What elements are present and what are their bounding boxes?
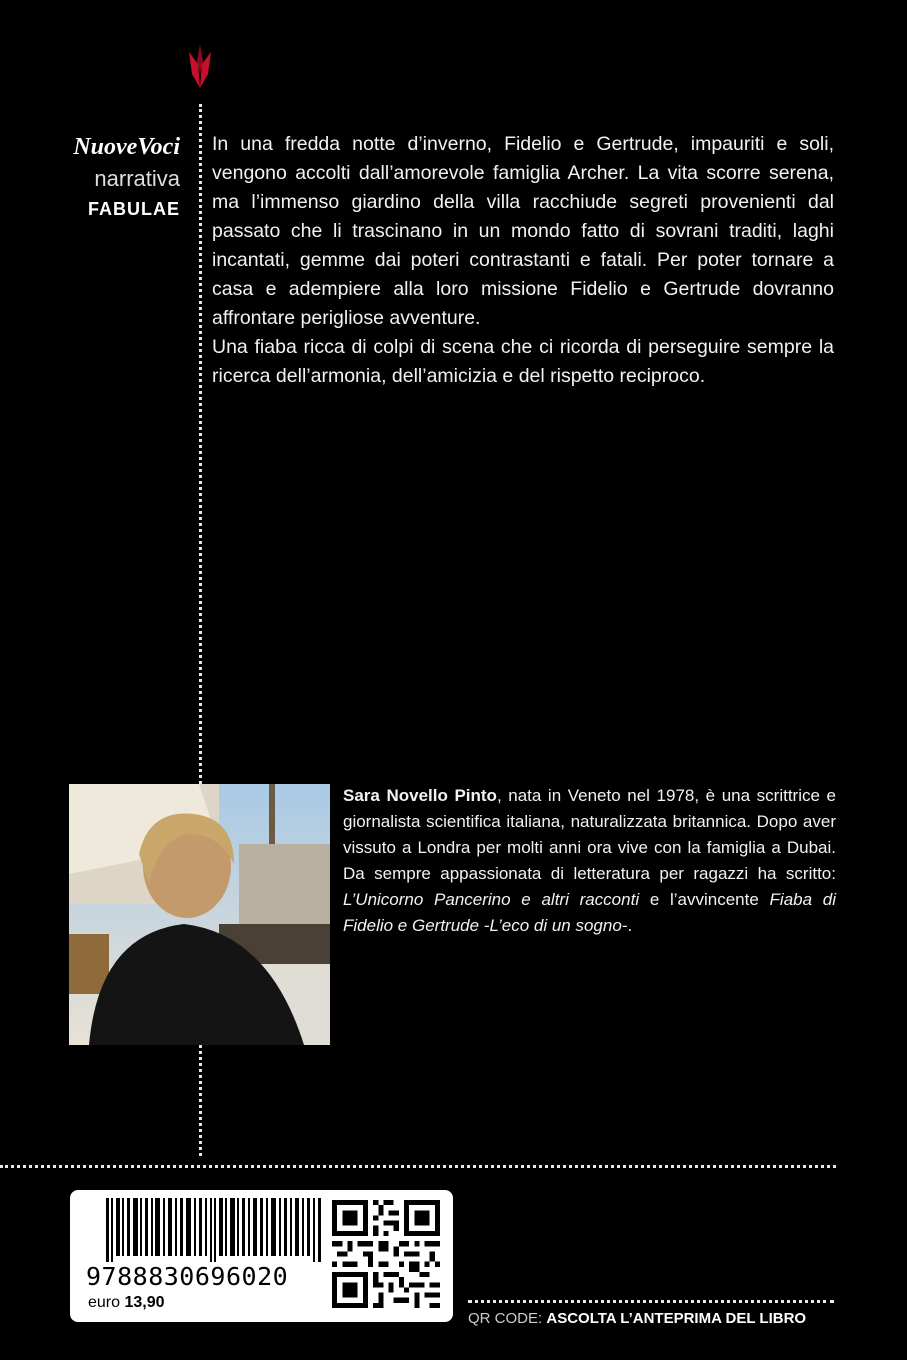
series-block <box>40 132 180 225</box>
series-category: narrativa <box>94 166 180 191</box>
qr-caption <box>468 1310 806 1327</box>
author-bio <box>343 783 836 939</box>
price <box>88 1294 165 1312</box>
series-collection: FABULAE <box>88 199 180 219</box>
qr-caption-text: ASCOLTA L’ANTEPRIMA DEL LIBRO <box>546 1310 807 1327</box>
bio-text: , nata in Veneto nel 1978, è una scrittrice e giornalista scientifica italiana, naturalizzata britannica. Dopo aver vissuto a Londra per molti anni ora vive con la famiglia a Dubai. Da sempre appassionata di letteratura per ragazzi ha scritto: <box>343 786 836 883</box>
bio-text: e l’avvincente <box>639 890 770 909</box>
book-title: Fiaba di Fidelio e Gertrude -L’eco di un sogno- <box>343 890 836 935</box>
bio-text: . <box>627 916 633 935</box>
qr-label: QR CODE: <box>468 1310 543 1327</box>
horizontal-dotted-divider <box>0 1165 836 1168</box>
qr-caption-divider <box>468 1300 834 1303</box>
author-photo <box>69 784 330 1045</box>
author-name: Sara Novello Pinto <box>343 786 497 805</box>
isbn-number: 9788830696020 <box>86 1262 289 1291</box>
barcode-icon <box>106 1198 326 1262</box>
barcode-label <box>70 1190 453 1322</box>
blurb-paragraph: In una fredda notte d’inverno, Fidelio e Gertrude, impauriti e soli, vengono accolti dall’amorevole famiglia Archer. La vita scorre serena, ma l’immenso giardino della villa racchiude segreti provenienti dal passato che li trascinano in un mondo fatto di sovrani traditi, laghi incantati, gemme dai poteri contrastanti e fatali. Per poter tornare a casa e adempiere alla loro missione Fidelio e Gertrude dovranno affrontare perigliose avventure. <box>212 133 834 329</box>
price-prefix: euro <box>88 1294 121 1311</box>
series-brand: NuoveVoci <box>73 134 180 160</box>
publisher-logo-icon <box>187 44 213 88</box>
book-blurb <box>212 130 834 391</box>
qr-code-icon <box>332 1200 440 1308</box>
book-title: L’Unicorno Pancerino e altri racconti <box>343 890 640 909</box>
blurb-paragraph: Una fiaba ricca di colpi di scena che ci ricorda di perseguire sempre la ricerca dell’armonia, dell’amicizia e del rispetto reciproco. <box>212 336 834 387</box>
price-value: 13,90 <box>124 1294 165 1311</box>
